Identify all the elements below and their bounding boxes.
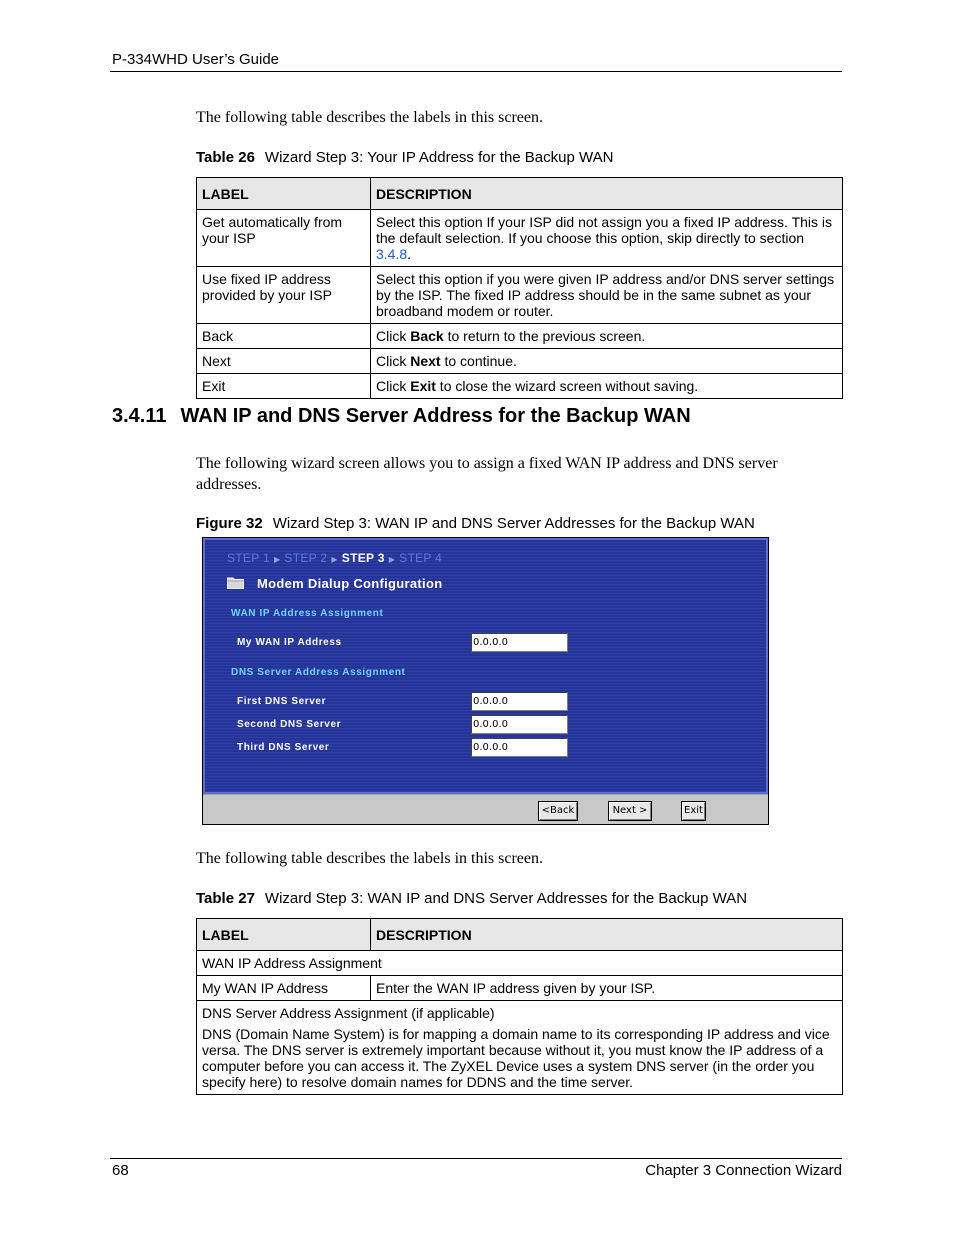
- row-label: My WAN IP Address: [197, 976, 371, 1001]
- first-dns-label: First DNS Server: [237, 696, 327, 707]
- back-button[interactable]: <Back: [538, 801, 578, 821]
- section-number: 3.4.11: [112, 405, 167, 427]
- row-description: [371, 324, 843, 349]
- description-text: Click: [376, 353, 411, 369]
- step-indicator: [227, 551, 442, 565]
- row-description: [371, 349, 843, 374]
- table-27-caption-text: Wizard Step 3: WAN IP and DNS Server Addresses for the Backup WAN: [264, 890, 748, 907]
- description-bold: Back: [410, 328, 444, 344]
- row-label: Back: [197, 324, 371, 349]
- row-description: Enter the WAN IP address given by your ISP.: [371, 976, 843, 1001]
- wizard-button-bar: [203, 794, 768, 824]
- table-26-caption-text: Wizard Step 3: Your IP Address for the Backup WAN: [264, 149, 614, 166]
- group-row-dns: [197, 1001, 843, 1095]
- section-title: WAN IP and DNS Server Address for the Backup WAN: [180, 405, 691, 427]
- description-text: Select this option If your ISP did not assign you a fixed IP address. This is the default selection. If you choose this option, skip directly to section: [376, 214, 833, 246]
- my-wan-ip-input[interactable]: 0.0.0.0: [471, 633, 568, 652]
- third-dns-label: Third DNS Server: [237, 742, 330, 753]
- column-header-description: DESCRIPTION: [371, 919, 843, 951]
- table-26-caption-number: Table 26: [196, 149, 255, 166]
- description-text: Click: [376, 328, 411, 344]
- table-27-caption-number: Table 27: [196, 890, 255, 907]
- column-header-label: LABEL: [197, 178, 371, 210]
- step-arrow-icon: ▶: [273, 555, 281, 564]
- row-description: Select this option if you were given IP address and/or DNS server settings by the ISP. The fixed IP address should be in the same subnet as your broadband modem or router.: [371, 267, 843, 324]
- second-dns-label: Second DNS Server: [237, 719, 342, 730]
- step-arrow-icon: ▶: [388, 555, 396, 564]
- step-3-current[interactable]: STEP 3: [341, 551, 385, 565]
- table-header-row: [197, 919, 843, 951]
- row-description: [371, 210, 843, 267]
- dns-group-title: DNS Server Address Assignment (if applicable): [202, 1005, 495, 1021]
- description-text: to continue.: [440, 353, 517, 369]
- description-text: Click: [376, 378, 411, 394]
- header-rule: [110, 71, 842, 72]
- running-header: P-334WHD User’s Guide: [112, 51, 279, 68]
- wizard-screenshot: [202, 537, 769, 825]
- group-heading-wan: WAN IP Address Assignment: [231, 608, 384, 619]
- table-row: [197, 976, 843, 1001]
- row-label: Get automatically from your ISP: [197, 210, 371, 267]
- step-4[interactable]: STEP 4: [399, 551, 443, 565]
- table-row: [197, 374, 843, 399]
- table-row: [197, 1001, 843, 1095]
- column-header-description: DESCRIPTION: [371, 178, 843, 210]
- next-button[interactable]: Next >: [608, 801, 652, 821]
- row-label: Next: [197, 349, 371, 374]
- second-dns-input[interactable]: 0.0.0.0: [471, 715, 568, 734]
- description-bold: Exit: [410, 378, 436, 394]
- folder-icon: [227, 576, 244, 589]
- figure-caption-text: Wizard Step 3: WAN IP and DNS Server Addresses for the Backup WAN: [272, 515, 755, 532]
- table-27-caption: [196, 890, 747, 907]
- table-row: [197, 267, 843, 324]
- table-26: [196, 177, 843, 399]
- table-header-row: [197, 178, 843, 210]
- screen-title: Modem Dialup Configuration: [257, 576, 443, 591]
- group-row-wan: WAN IP Address Assignment: [197, 951, 843, 976]
- chapter-title: Chapter 3 Connection Wizard: [645, 1162, 842, 1179]
- step-arrow-icon: ▶: [331, 555, 338, 564]
- my-wan-ip-label: My WAN IP Address: [237, 637, 342, 648]
- first-dns-input[interactable]: 0.0.0.0: [471, 692, 568, 711]
- step-1[interactable]: STEP 1: [227, 551, 270, 565]
- row-label: Exit: [197, 374, 371, 399]
- dns-group-description: DNS (Domain Name System) is for mapping a domain name to its corresponding IP address and vice versa. The DNS server is extremely important because without it, you must know the IP address of a computer before you can access it. The ZyXEL Device uses a system DNS server (in the order you specify here) to resolve domain names for DDNS and the time server.: [202, 1026, 830, 1090]
- step-2[interactable]: STEP 2: [284, 551, 328, 565]
- column-header-label: LABEL: [197, 919, 371, 951]
- description-bold: Next: [410, 353, 441, 369]
- intro-paragraph-3: The following table describes the labels in this screen.: [196, 850, 544, 867]
- group-heading-dns: DNS Server Address Assignment: [231, 667, 406, 678]
- table-row: [197, 210, 843, 267]
- description-text: .: [407, 246, 412, 262]
- figure-caption-number: Figure 32: [196, 515, 263, 532]
- exit-button[interactable]: Exit: [681, 801, 706, 821]
- section-link[interactable]: 3.4.8: [376, 246, 408, 262]
- table-row: [197, 951, 843, 976]
- table-row: [197, 324, 843, 349]
- table-27: [196, 918, 843, 1095]
- description-text: to return to the previous screen.: [443, 328, 646, 344]
- table-26-caption: [196, 149, 613, 166]
- wizard-panel: [203, 538, 768, 794]
- row-label: Use fixed IP address provided by your ISP: [197, 267, 371, 324]
- intro-paragraph-1: The following table describes the labels in this screen.: [196, 109, 544, 126]
- page-number: 68: [112, 1162, 129, 1179]
- description-text: to close the wizard screen without saving.: [435, 378, 699, 394]
- table-row: [197, 349, 843, 374]
- footer-rule: [110, 1158, 842, 1159]
- figure-32-caption: [196, 515, 755, 532]
- section-heading: [112, 405, 691, 428]
- row-description: [371, 374, 843, 399]
- intro-paragraph-2: The following wizard screen allows you to assign a fixed WAN IP address and DNS server addresses.: [196, 455, 778, 493]
- third-dns-input[interactable]: 0.0.0.0: [471, 738, 568, 757]
